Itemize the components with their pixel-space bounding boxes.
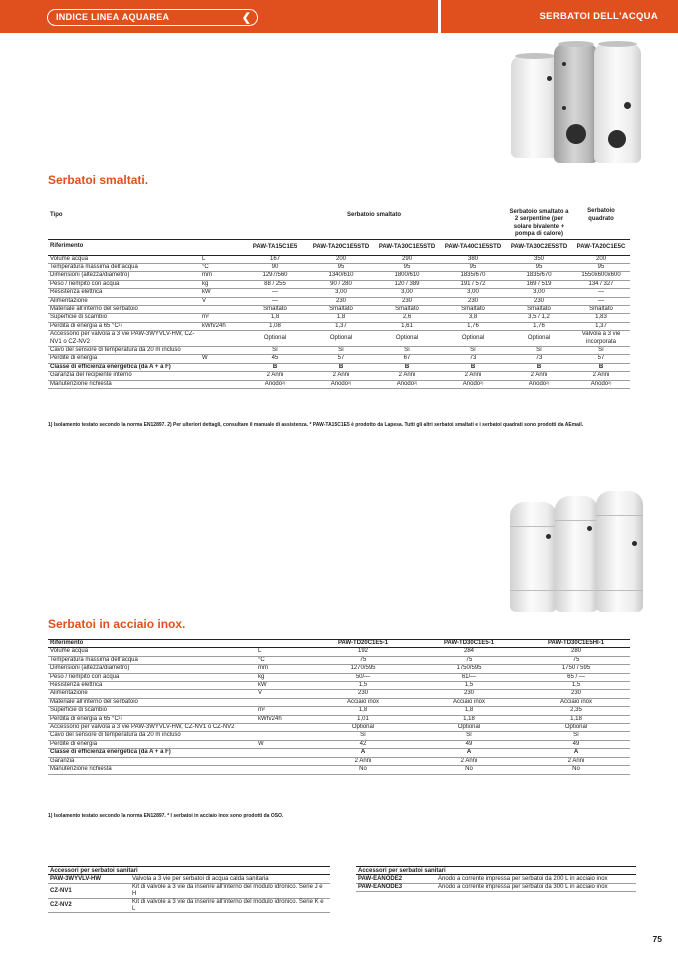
- enamelled-cell: Smaltato: [506, 305, 572, 313]
- enamelled-cell: —: [242, 297, 308, 305]
- enamelled-cell: 230: [440, 297, 506, 305]
- enamelled-cell: 191 / 572: [440, 280, 506, 288]
- accessory-left-desc: Kit di valvole a 3 vie da inserire all'interno del modulo idronico. Serie K e L: [130, 898, 330, 913]
- stainless-cell: A: [416, 749, 522, 757]
- enamelled-cell: 1,37: [308, 322, 374, 330]
- accessories-left-title: Accessori per serbatoi sanitari: [48, 867, 330, 875]
- enamelled-cell: 2 Anni: [440, 372, 506, 380]
- stainless-cell: Acciaio inox: [522, 698, 630, 706]
- stainless-model-1: PAW-TD20C1E5-1: [310, 640, 416, 648]
- accessory-left-code: CZ-NV1: [48, 883, 130, 898]
- stainless-cell: 192: [310, 648, 416, 656]
- enamelled-cell: 2 Anni: [572, 372, 630, 380]
- tank-image-white-large: [594, 44, 641, 163]
- enamelled-row-unit: °C: [200, 263, 242, 271]
- stainless-cell: 2 Anni: [522, 757, 630, 765]
- enamelled-section-title: Serbatoi smaltati.: [48, 173, 149, 187]
- reference-label-inox: Riferimento: [48, 640, 256, 648]
- stainless-cell: 61/—: [416, 673, 522, 681]
- enamelled-row-unit: [200, 331, 242, 347]
- enamelled-row-unit: [200, 363, 242, 371]
- enamelled-cell: 1835/670: [506, 272, 572, 280]
- enamelled-cell: Sì: [506, 346, 572, 354]
- enamelled-row-label: Volume acqua: [48, 255, 200, 263]
- stainless-row: [48, 673, 630, 681]
- enamelled-cell: Sì: [374, 346, 440, 354]
- enamelled-row-unit: V: [200, 297, 242, 305]
- enamelled-model-6: PAW-TA20C1E5C: [572, 239, 630, 255]
- enamelled-cell: Optional: [506, 331, 572, 347]
- tank-image-inox-small: [510, 502, 557, 612]
- stainless-cell: 284: [416, 648, 522, 656]
- enamelled-row-unit: L: [200, 255, 242, 263]
- stainless-cell: 1,5: [522, 682, 630, 690]
- stainless-cell: A: [522, 749, 630, 757]
- stainless-cell: No: [310, 766, 416, 774]
- stainless-spec-table: [48, 639, 630, 775]
- enamelled-cell: —: [242, 289, 308, 297]
- stainless-row-unit: L: [256, 648, 310, 656]
- enamelled-cell: 1,83: [572, 314, 630, 322]
- enamelled-cell: Optional: [308, 331, 374, 347]
- stainless-row: [48, 740, 630, 748]
- enamelled-row: [48, 363, 630, 371]
- stainless-cell: 1,5: [310, 682, 416, 690]
- enamelled-cell: 3,00: [506, 289, 572, 297]
- enamelled-cell: 57: [572, 355, 630, 363]
- accessory-left-row: [48, 875, 330, 883]
- stainless-cell: 280: [522, 648, 630, 656]
- enamelled-cell: Optional: [374, 331, 440, 347]
- stainless-cell: 1,8: [416, 707, 522, 715]
- enamelled-cell: 200: [308, 255, 374, 263]
- accessories-table-left: [48, 866, 330, 913]
- stainless-cell: 1,8: [310, 707, 416, 715]
- enamelled-cell: Sì: [440, 346, 506, 354]
- stainless-model-2: PAW-TD30C1E5-1: [416, 640, 522, 648]
- stainless-cell: 75: [416, 656, 522, 664]
- stainless-row-unit: [256, 766, 310, 774]
- enamelled-cell: Optional: [242, 331, 308, 347]
- stainless-row-unit: V: [256, 690, 310, 698]
- stainless-cell: No: [522, 766, 630, 774]
- enamelled-row: [48, 305, 630, 313]
- accessory-right-desc: Anodo a corrente impressa per serbatoi da 200 L in acciaio inox: [436, 875, 636, 883]
- stainless-cell: 230: [416, 690, 522, 698]
- stainless-cell: Optional: [522, 724, 630, 732]
- reference-label: Riferimento: [48, 239, 200, 255]
- accessory-left-desc: Valvola a 3 vie per serbatoi di acqua calda sanitaria: [130, 875, 330, 883]
- enamelled-cell: 1550x600x600: [572, 272, 630, 280]
- stainless-row: [48, 648, 630, 656]
- enamelled-cell: B: [506, 363, 572, 371]
- enamelled-row-label: Classe di efficienza energetica (da A + a F): [48, 363, 200, 371]
- enamelled-row-label: Superficie di scambio: [48, 314, 200, 322]
- enamelled-cell: 95: [440, 263, 506, 271]
- stainless-cell: 230: [310, 690, 416, 698]
- stainless-row-label: Temperatura massima dell'acqua: [48, 656, 256, 664]
- stainless-cell: No: [416, 766, 522, 774]
- enamelled-row-label: Alimentazione: [48, 297, 200, 305]
- accessory-right-row: [356, 875, 636, 883]
- type-group-square: Serbatoio quadrato: [572, 193, 630, 239]
- accessories-right-title: Accessori per serbatoi sanitari: [356, 867, 636, 875]
- enamelled-cell: Smaltato: [374, 305, 440, 313]
- enamelled-row: [48, 255, 630, 263]
- enamelled-cell: 169 / 519: [506, 280, 572, 288]
- stainless-cell: Acciaio inox: [310, 698, 416, 706]
- enamelled-cell: 1,61: [374, 322, 440, 330]
- stainless-cell: 1750/595: [416, 665, 522, 673]
- enamelled-cell: 200: [572, 255, 630, 263]
- enamelled-model-5: PAW-TA30C2E5STD: [506, 239, 572, 255]
- stainless-cell: 75: [522, 656, 630, 664]
- accessory-left-code: CZ-NV2: [48, 898, 130, 913]
- enamelled-cell: Sì: [308, 346, 374, 354]
- stainless-row-unit: [256, 757, 310, 765]
- stainless-cell: Optional: [416, 724, 522, 732]
- enamelled-cell: 1,37: [572, 322, 630, 330]
- accessory-right-row: [356, 883, 636, 891]
- stainless-row-label: Accessorio per valvola a 3 vie PAW-3WYVLV-HW, CZ-NV1 o CZ-NV2: [48, 724, 256, 732]
- enamelled-row-unit: [200, 346, 242, 354]
- enamelled-cell: Valvola a 3 vie incorporata: [572, 331, 630, 347]
- enamelled-cell: 95: [506, 263, 572, 271]
- stainless-cell: 230: [522, 690, 630, 698]
- enamelled-cell: B: [374, 363, 440, 371]
- chevron-left-icon[interactable]: ❮: [241, 12, 251, 24]
- accessory-right-code: PAW-EANODE2: [356, 875, 436, 883]
- stainless-row-label: Superficie di scambio: [48, 707, 256, 715]
- enamelled-cell: 1,08: [242, 322, 308, 330]
- enamelled-row: [48, 272, 630, 280]
- enamelled-cell: 3,00: [374, 289, 440, 297]
- stainless-cell: 75: [310, 656, 416, 664]
- enamelled-model-3: PAW-TA30C1E5STD: [374, 239, 440, 255]
- enamelled-cell: Smaltato: [308, 305, 374, 313]
- enamelled-row-label: Temperatura massima dell'acqua: [48, 263, 200, 271]
- enamelled-cell: Optional: [440, 331, 506, 347]
- enamelled-row-unit: [200, 380, 242, 388]
- stainless-row-label: Perdite di energia: [48, 740, 256, 748]
- stainless-cell: 2 Anni: [310, 757, 416, 765]
- enamelled-cell: 1800/610: [374, 272, 440, 280]
- enamelled-row-unit: kWh/24h: [200, 322, 242, 330]
- stainless-footnote: 1) Isolamento testato secondo la norma EN12897. * I serbatoi in acciaio inox sono prodotti da OSO.: [48, 813, 284, 819]
- enamelled-cell: 3,8: [440, 314, 506, 322]
- stainless-cell: A: [310, 749, 416, 757]
- enamelled-row-label: Perdita di energia a 65 $^\circ C^{1)}$: [48, 322, 200, 330]
- enamelled-cell: 230: [374, 297, 440, 305]
- stainless-cell: Sì: [416, 732, 522, 740]
- enamelled-cell: 57: [308, 355, 374, 363]
- enamelled-footnote: 1) Isolamento testato secondo la norma EN12897. 2) Per ulteriori dettagli, consultare il manuale di assistenza. * PAW-TA15C1E5 è prodotto da Lapesa. Tutti gli altri serbatoi smaltati e i serbatoi quadrati sono prodotti da AEmail.: [48, 422, 584, 428]
- stainless-row-unit: W: [256, 740, 310, 748]
- enamelled-row-unit: [200, 305, 242, 313]
- enamelled-row: [48, 322, 630, 330]
- enamelled-row-label: Perdite di energia: [48, 355, 200, 363]
- enamelled-row: [48, 289, 630, 297]
- enamelled-cell: 1,8: [242, 314, 308, 322]
- stainless-row-label: Classe di efficienza energetica (da A + a F): [48, 749, 256, 757]
- enamelled-row: [48, 355, 630, 363]
- type-label: Tipo: [48, 193, 200, 239]
- stainless-cell: 2 Anni: [416, 757, 522, 765]
- stainless-row-label: Garanzia: [48, 757, 256, 765]
- stainless-row-unit: kW: [256, 682, 310, 690]
- stainless-row: [48, 698, 630, 706]
- accessories-table-right: [356, 866, 636, 892]
- stainless-cell: Acciaio inox: [416, 698, 522, 706]
- enamelled-cell: Smaltato: [572, 305, 630, 313]
- stainless-cell: 49: [522, 740, 630, 748]
- enamelled-cell: 2 Anni: [242, 372, 308, 380]
- stainless-row-unit: kWh/24h: [256, 715, 310, 723]
- enamelled-row-unit: kW: [200, 289, 242, 297]
- enamelled-row-unit: m²: [200, 314, 242, 322]
- enamelled-row: [48, 314, 630, 322]
- enamelled-cell: 95: [308, 263, 374, 271]
- stainless-row-label: Perdita di energia a 65 $^\circ C^{1)}$: [48, 715, 256, 723]
- stainless-cell: 1,5: [416, 682, 522, 690]
- stainless-cell: 49: [416, 740, 522, 748]
- enamelled-cell: —: [572, 297, 630, 305]
- stainless-row: [48, 707, 630, 715]
- enamelled-cell: B: [242, 363, 308, 371]
- stainless-row-unit: [256, 698, 310, 706]
- stainless-row-unit: kg: [256, 673, 310, 681]
- stainless-row-label: Materiale all'interno del serbatoio: [48, 698, 256, 706]
- accessory-left-row: [48, 898, 330, 913]
- enamelled-cell: Anodo$^{2)}$: [374, 380, 440, 388]
- enamelled-cell: 2 Anni: [506, 372, 572, 380]
- enamelled-cell: 120 / 389: [374, 280, 440, 288]
- enamelled-row-label: Resistenza elettrica: [48, 289, 200, 297]
- enamelled-cell: B: [308, 363, 374, 371]
- enamelled-cell: 45: [242, 355, 308, 363]
- index-link-label: INDICE LINEA AQUAREA: [56, 12, 170, 22]
- accessory-left-desc: Kit di valvole a 3 vie da inserire all'interno del modulo idronico. Serie J e H: [130, 883, 330, 898]
- enamelled-cell: Anodo$^{2)}$: [308, 380, 374, 388]
- enamelled-cell: Sì: [242, 346, 308, 354]
- enamelled-cell: 380: [440, 255, 506, 263]
- enamelled-cell: 350: [506, 255, 572, 263]
- stainless-row-unit: m²: [256, 707, 310, 715]
- stainless-cell: 1,18: [522, 715, 630, 723]
- stainless-row-unit: °C: [256, 656, 310, 664]
- enamelled-row: [48, 297, 630, 305]
- stainless-row-label: Peso / riempito con acqua: [48, 673, 256, 681]
- enamelled-row-unit: kg: [200, 280, 242, 288]
- stainless-row: [48, 665, 630, 673]
- stainless-cell: Optional: [310, 724, 416, 732]
- enamelled-model-4: PAW-TA40C1E5STD: [440, 239, 506, 255]
- stainless-row: [48, 656, 630, 664]
- enamelled-cell: Anodo$^{2)}$: [440, 380, 506, 388]
- enamelled-cell: 2,6: [374, 314, 440, 322]
- enamelled-cell: 2 Anni: [374, 372, 440, 380]
- enamelled-row: [48, 280, 630, 288]
- enamelled-row-label: Garanzia del recipiente interno: [48, 372, 200, 380]
- enamelled-cell: 230: [506, 297, 572, 305]
- stainless-cell: 1,01: [310, 715, 416, 723]
- tank-image-inox-medium: [555, 496, 598, 612]
- tank-image-white: [511, 56, 559, 158]
- enamelled-cell: 1835/670: [440, 272, 506, 280]
- section-title: SERBATOI DELL'ACQUA: [539, 11, 658, 22]
- enamelled-cell: Smaltato: [242, 305, 308, 313]
- type-group-dual-coil: Serbatoio smaltato a 2 serpentine (per solare bivalente + pompa di calore): [506, 193, 572, 239]
- enamelled-cell: 73: [440, 355, 506, 363]
- stainless-row-unit: [256, 749, 310, 757]
- enamelled-cell: Anodo$^{2)}$: [506, 380, 572, 388]
- enamelled-model-2: PAW-TA20C1E5STD: [308, 239, 374, 255]
- enamelled-cell: 73: [506, 355, 572, 363]
- stainless-row: [48, 682, 630, 690]
- stainless-row-unit: [256, 732, 310, 740]
- index-link-button[interactable]: [47, 9, 258, 26]
- page-number: 75: [652, 934, 662, 944]
- enamelled-cell: 167: [242, 255, 308, 263]
- enamelled-cell: 90 / 280: [308, 280, 374, 288]
- stainless-row-label: Manutenzione richiesta: [48, 766, 256, 774]
- enamelled-row-label: Materiale all'interno del serbatoio: [48, 305, 200, 313]
- stainless-row: [48, 732, 630, 740]
- enamelled-cell: 2 Anni: [308, 372, 374, 380]
- header-bar: [0, 0, 678, 33]
- enamelled-cell: 1297/560: [242, 272, 308, 280]
- stainless-row: [48, 757, 630, 765]
- enamelled-row: [48, 263, 630, 271]
- stainless-cell: 50/—: [310, 673, 416, 681]
- enamelled-cell: 3,00: [308, 289, 374, 297]
- stainless-row-unit: [256, 724, 310, 732]
- stainless-row-label: Dimensioni (altezza/diametro): [48, 665, 256, 673]
- enamelled-cell: Anodo$^{2)}$: [242, 380, 308, 388]
- accessory-left-code: PAW-3WYVLV-HW: [48, 875, 130, 883]
- accessory-left-row: [48, 883, 330, 898]
- enamelled-row-label: Manutenzione richiesta: [48, 380, 200, 388]
- stainless-row-label: Cavo del sensore di temperatura da 20 m incluso: [48, 732, 256, 740]
- enamelled-cell: Smaltato: [440, 305, 506, 313]
- enamelled-cell: 1,76: [506, 322, 572, 330]
- stainless-cell: 65 / —: [522, 673, 630, 681]
- stainless-cell: Sì: [522, 732, 630, 740]
- enamelled-row-label: Peso / riempito con acqua: [48, 280, 200, 288]
- enamelled-cell: —: [572, 289, 630, 297]
- enamelled-cell: 3,5 / 1,2: [506, 314, 572, 322]
- stainless-row: [48, 724, 630, 732]
- stainless-cell: 2,35: [522, 707, 630, 715]
- enamelled-cell: 95: [572, 263, 630, 271]
- enamelled-cell: 230: [308, 297, 374, 305]
- header-divider: [438, 0, 441, 33]
- stainless-cell: 1,18: [416, 715, 522, 723]
- enamelled-cell: 1,8: [308, 314, 374, 322]
- enamelled-cell: B: [572, 363, 630, 371]
- enamelled-cell: 88 / 255: [242, 280, 308, 288]
- enamelled-cell: Anodo$^{2)}$: [572, 380, 630, 388]
- enamelled-cell: Sì: [572, 346, 630, 354]
- enamelled-cell: B: [440, 363, 506, 371]
- enamelled-cell: 134 / 327: [572, 280, 630, 288]
- stainless-cell: 1750 / 595: [522, 665, 630, 673]
- enamelled-model-1: PAW-TA15C1E5: [242, 239, 308, 255]
- enamelled-row-unit: W: [200, 355, 242, 363]
- stainless-row: [48, 690, 630, 698]
- tank-image-grey: [554, 44, 598, 163]
- enamelled-row-label: Accessorio per valvola a 3 vie PAW-3WYVLV-HW, CZ-NV1 o CZ-NV2: [48, 331, 200, 347]
- enamelled-cell: 95: [374, 263, 440, 271]
- stainless-row-label: Resistenza elettrica: [48, 682, 256, 690]
- tank-image-inox-large: [596, 491, 643, 612]
- stainless-section-title: Serbatoi in acciaio inox.: [48, 617, 186, 631]
- enamelled-cell: 1,76: [440, 322, 506, 330]
- enamelled-row: [48, 372, 630, 380]
- enamelled-cell: 67: [374, 355, 440, 363]
- enamelled-cell: 1340/610: [308, 272, 374, 280]
- enamelled-row-label: Cavo del sensore di temperatura da 20 m incluso: [48, 346, 200, 354]
- enamelled-row-label: Dimensioni (altezza/diametro): [48, 272, 200, 280]
- enamelled-cell: 290: [374, 255, 440, 263]
- stainless-row-unit: mm: [256, 665, 310, 673]
- accessory-right-code: PAW-EANODE3: [356, 883, 436, 891]
- enamelled-cell: 3,00: [440, 289, 506, 297]
- enamelled-row: [48, 331, 630, 347]
- stainless-row-label: Volume acqua: [48, 648, 256, 656]
- accessory-right-desc: Anodo a corrente impressa per serbatoi da 300 L in acciaio inox: [436, 883, 636, 891]
- stainless-row: [48, 766, 630, 774]
- stainless-model-3: PAW-TD30C1E5HI-1: [522, 640, 630, 648]
- enamelled-row: [48, 380, 630, 388]
- enamelled-cell: 90: [242, 263, 308, 271]
- stainless-row: [48, 749, 630, 757]
- stainless-cell: 1270/595: [310, 665, 416, 673]
- stainless-cell: 42: [310, 740, 416, 748]
- stainless-row: [48, 715, 630, 723]
- type-group-enamelled: Serbatoio smaltato: [242, 193, 506, 239]
- enamelled-spec-table: [48, 193, 630, 389]
- enamelled-row: [48, 346, 630, 354]
- enamelled-row-unit: [200, 372, 242, 380]
- enamelled-row-unit: mm: [200, 272, 242, 280]
- stainless-row-label: Alimentazione: [48, 690, 256, 698]
- stainless-cell: Sì: [310, 732, 416, 740]
